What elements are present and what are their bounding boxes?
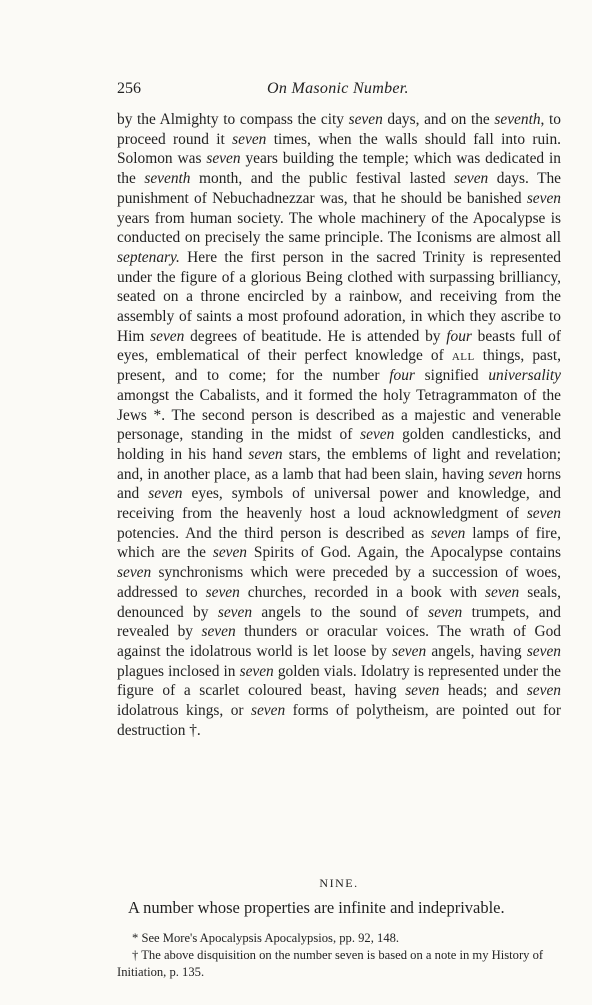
footnote: † The above disquisition on the number seven is based on a note in my History of Initiation, p. 135. [117,948,544,979]
footnote: * See More's Apocalypsis Apocalypsios, pp. 92, 148. [132,931,400,945]
section-heading: NINE. [319,876,359,890]
page-header [117,80,557,104]
running-title: On Masonic Number. [267,80,409,97]
body-paragraph: by the Almighty to compass the city seven days, and on the seventh, to proceed round it seven times, when the walls should fall into ruin. Solomon was seven years building the temple; which was dedicated in the seventh month, and the public festival lasted seven days. The punishment of Nebuchadnezzar was, that he should be banished seven years from human society. The whole machinery of the Apocalypse is conducted on precisely the same principle. The Iconisms are almost all septenary. Here the first person in the sacred Trinity is represented under the figure of a glorious Being clothed with surpassing brilliancy, seated on a throne encircled by a rainbow, and receiving from the assembly of saints a most profound adoration, in which they ascribe to Him seven degrees of beatitude. He is attended by four beasts full of eyes, emblematical of their perfect knowledge of all things, past, present, and to come; for the number four signified universality amongst the Cabalists, and it formed the holy Tetragrammaton of the Jews *. The second person is described as a majestic and venerable personage, standing in the midst of seven golden candlesticks, and holding in his hand seven stars, the emblems of light and revelation; and, in another place, as a lamb that had been slain, having seven horns and seven eyes, symbols of universal power and knowledge, and receiving from the heavenly host a loud acknowledgment of seven potencies. And the third person is described as seven lamps of fire, which are the seven Spirits of God. Again, the Apocalypse contains seven synchronisms which were preceded by a succession of woes, addressed to seven churches, recorded in a book with seven seals, denounced by seven angels to the sound of seven trumpets, and revealed by seven thunders or oracular voices. The wrath of God against the idolatrous world is let loose by seven angels, having seven plagues inclosed in seven golden vials. Idolatry is represented under the figure of a scarlet coloured beast, having seven heads; and seven idolatrous kings, or seven forms of polytheism, are pointed out for destruction †. [117,111,562,739]
page-number: 256 [117,80,141,97]
footnotes [117,930,567,981]
section-lead-sentence: A number whose properties are infinite and indeprivable. [128,898,505,917]
body-text [117,110,561,741]
